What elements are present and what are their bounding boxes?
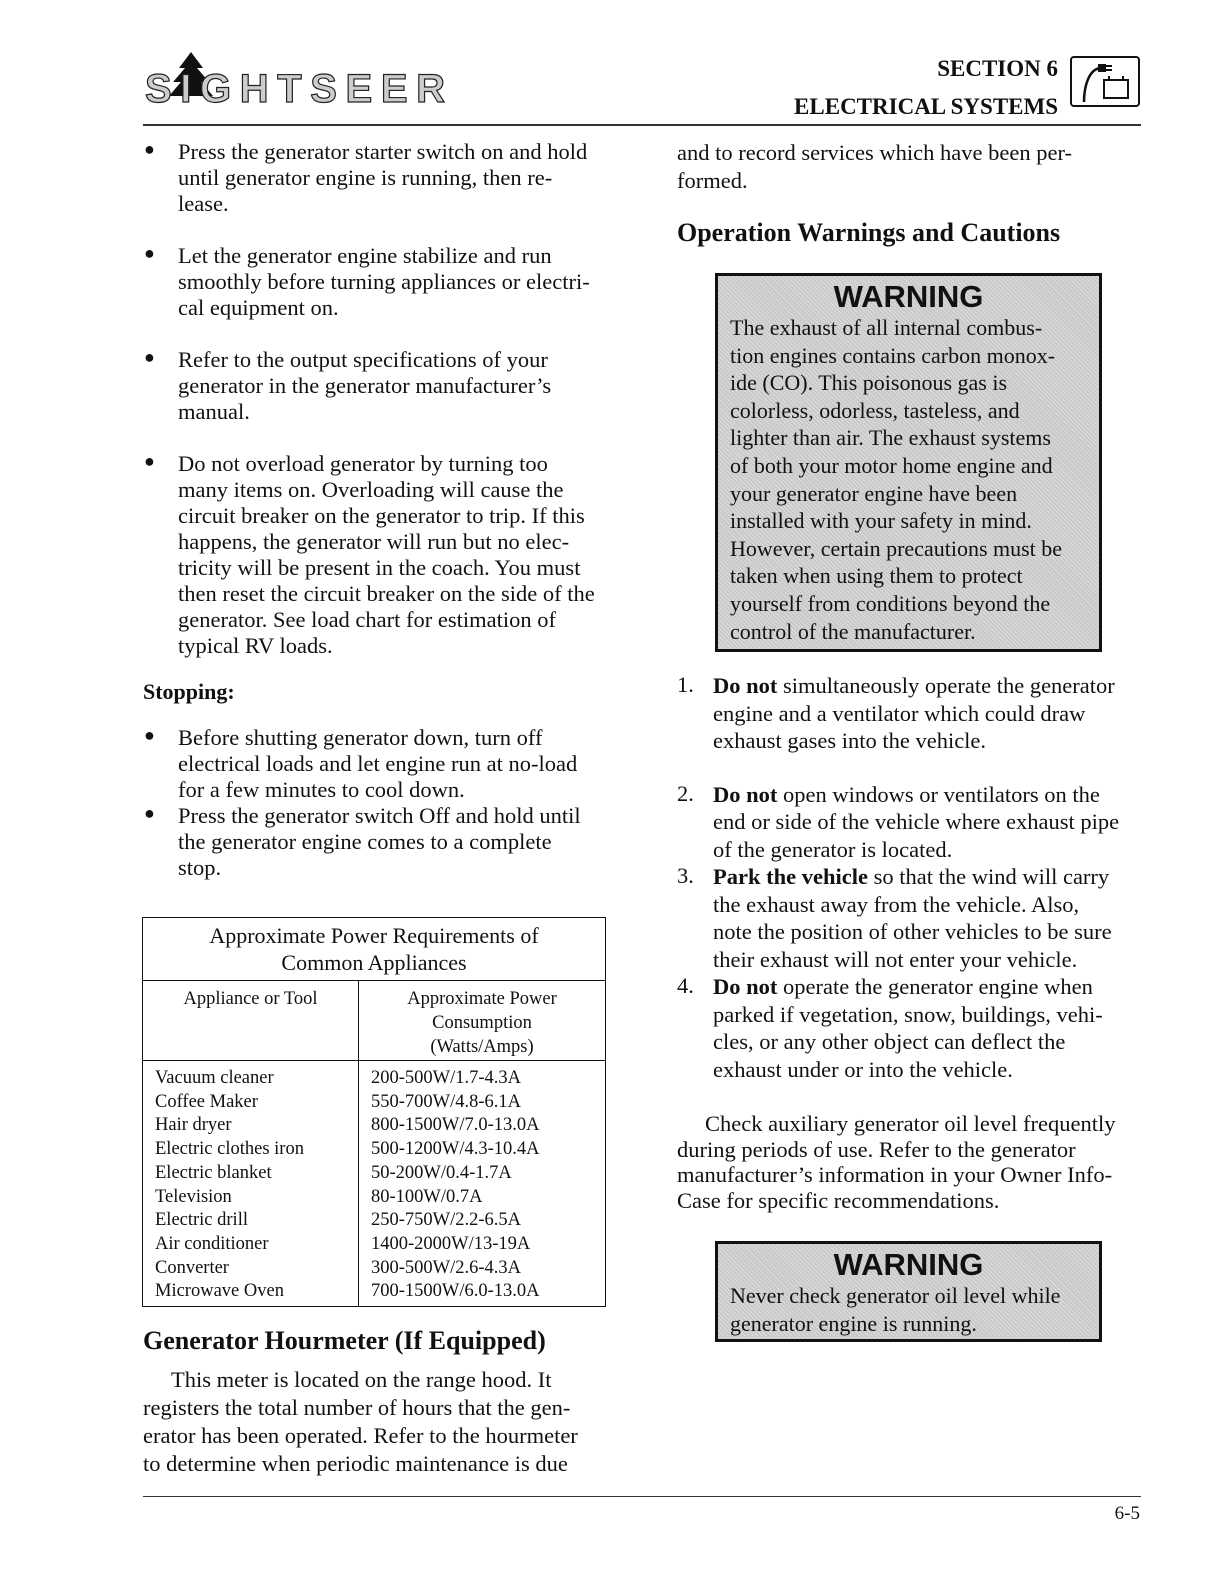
text-line: happens, the generator will run but no elec- [178, 529, 570, 554]
text-line: tion engines contains carbon monox- [730, 342, 1056, 368]
appliance-cell: Television [155, 1186, 232, 1207]
text-span: open windows or ventilators on the [777, 781, 1100, 807]
text-line: engine and a ventilator which could draw [713, 700, 1086, 726]
text-block [144, 347, 595, 425]
text-line [713, 672, 1119, 700]
bold-lead: Do not [713, 781, 778, 807]
check-oil-text [677, 1111, 1115, 1213]
hourmeter-heading: Generator Hourmeter (If Equipped) [143, 1326, 546, 1355]
text-line: erator has been operated. Refer to the hourmeter [143, 1423, 578, 1448]
bold-lead: Do not [713, 974, 778, 999]
power-cell: 700-1500W/6.0-13.0A [371, 1281, 540, 1302]
page-number: 6-5 [1114, 1503, 1140, 1524]
warning-list-item [677, 672, 1119, 755]
warning-list-item [677, 973, 1119, 1083]
footer-rule [143, 1496, 1141, 1497]
text-span: operate the generator engine when [777, 974, 1093, 999]
power-cell: 250-750W/2.2-6.5A [371, 1210, 522, 1231]
text-line: end or side of the vehicle where exhaust pipe [713, 809, 1120, 834]
warning-list-item [677, 863, 1119, 973]
warning-box-co [715, 273, 1102, 652]
stop-bullets [144, 725, 581, 881]
text-line: Before shutting generator down, turn off [178, 725, 543, 750]
text-line: of both your motor home engine and [730, 452, 1053, 478]
text-line: installed with your safety in mind. [730, 508, 1032, 534]
text-line: your generator engine have been [730, 480, 1018, 506]
appliance-cell: Vacuum cleaner [155, 1068, 274, 1088]
power-cell: 550-700W/4.8-6.1A [371, 1091, 522, 1112]
text-line [713, 973, 1119, 1001]
text-line: parked if vegetation, snow, buildings, vehi- [713, 1001, 1103, 1027]
text-block [730, 1282, 1099, 1337]
text-line: Press the generator switch Off and hold until [178, 803, 581, 828]
bullet-icon: ● [144, 803, 155, 823]
power-cell: 200-500W/1.7-4.3A [371, 1068, 522, 1088]
text-line: exhaust under or into the vehicle. [713, 1056, 1013, 1082]
text-line: cal equipment on. [178, 295, 339, 320]
text-line: yourself from conditions beyond the [730, 590, 1051, 616]
text-line: for a few minutes to cool down. [178, 777, 465, 802]
warning-list-item [677, 780, 1120, 864]
text-span: so that the wind will carry [867, 864, 1110, 889]
text-block [143, 1366, 578, 1478]
power-requirements-table [142, 917, 606, 1307]
text-line: taken when using them to protect [730, 563, 1023, 589]
text-line: smoothly before turning appliances or electri- [178, 269, 590, 294]
text-line: Let the generator engine stabilize and run [178, 243, 552, 268]
text-line: to determine when periodic maintenance is due [143, 1451, 568, 1476]
text-line: tricity will be present in the coach. You must [178, 555, 581, 580]
text-line: then reset the circuit breaker on the side of the [178, 581, 595, 606]
warning-title: WARNING [833, 1247, 984, 1282]
warning-box-oil [715, 1241, 1102, 1342]
section-title: ELECTRICAL SYSTEMS [794, 94, 1058, 119]
header-rule [143, 124, 1141, 126]
text-line: Refer to the output specifications of your [178, 347, 548, 372]
text-line: colorless, odorless, tasteless, and [730, 397, 1020, 423]
stopping-heading: Stopping: [143, 679, 235, 704]
text-line: exhaust gases into the vehicle. [713, 728, 987, 753]
text-span: simultaneously operate the generator [777, 673, 1115, 698]
continued-text [677, 139, 1072, 195]
power-cell: 800-1500W/7.0-13.0A [371, 1115, 540, 1136]
text-line: The exhaust of all internal combus- [730, 315, 1043, 340]
text-line: This meter is located on the range hood. It [171, 1367, 552, 1392]
text-line: ide (CO). This poisonous gas is [730, 370, 1008, 396]
text-line: generator in the generator manufacturer’s [178, 373, 552, 398]
text-line: the generator engine comes to a complete [178, 829, 552, 854]
power-cell: 500-1200W/4.3-10.4A [371, 1139, 540, 1160]
power-cell: 50-200W/0.4-1.7A [371, 1162, 512, 1183]
text-line [713, 863, 1119, 891]
numbered-list [677, 672, 1120, 1083]
text-block [144, 725, 581, 803]
text-line: many items on. Overloading will cause the [178, 477, 564, 502]
text-line: typical RV loads. [178, 633, 333, 658]
text-line: formed. [677, 168, 748, 193]
text-line: manual. [178, 399, 250, 424]
column-header-power [359, 981, 606, 1061]
bullet-icon: ● [144, 139, 155, 159]
text-block [144, 243, 595, 321]
table-title [143, 918, 606, 981]
text-line: Check auxiliary generator oil level frequently [705, 1111, 1116, 1136]
text-block [144, 451, 595, 659]
text-line: stop. [178, 855, 222, 880]
appliance-cell: Microwave Oven [155, 1281, 284, 1302]
sightseer-logo [143, 52, 453, 112]
text-line: electrical loads and let engine run at no-load [178, 751, 578, 776]
text-line: control of the manufacturer. [730, 618, 976, 644]
section-number: SECTION 6 [937, 56, 1058, 81]
text-line [713, 781, 1119, 809]
header-line: Approximate Power [407, 989, 557, 1009]
text-block [144, 803, 581, 881]
electrical-plug-battery-icon [1070, 56, 1140, 107]
appliance-cell: Electric clothes iron [155, 1139, 304, 1160]
appliance-cell: Electric blanket [155, 1162, 272, 1183]
text-block [677, 139, 1072, 195]
header-line: (Watts/Amps) [430, 1037, 534, 1057]
bullet-icon: ● [144, 725, 155, 745]
header-line: Consumption [432, 1013, 532, 1033]
appliance-cell: Air conditioner [155, 1233, 269, 1254]
appliance-column [143, 1061, 359, 1307]
bold-lead: Park the vehicle [713, 864, 868, 889]
item-number: 4. [677, 973, 694, 998]
column-header-appliance: Appliance or Tool [143, 981, 359, 1061]
power-cell: 80-100W/0.7A [371, 1186, 483, 1207]
appliance-cell: Electric drill [155, 1210, 248, 1231]
text-line: their exhaust will not enter your vehicle. [713, 946, 1078, 972]
text-line: lease. [178, 191, 229, 216]
table-title-line: Common Appliances [281, 950, 467, 975]
text-line: generator engine is running. [730, 1310, 977, 1336]
text-line: Case for specific recommendations. [677, 1187, 1000, 1213]
operation-warnings-heading: Operation Warnings and Cautions [677, 218, 1061, 247]
text-block [144, 139, 595, 217]
pine-tree-icon [143, 52, 453, 112]
text-line: cles, or any other object can deflect the [713, 1029, 1066, 1054]
bullet-icon: ● [144, 243, 155, 263]
text-block [677, 1111, 1115, 1213]
text-line: until generator engine is running, then re- [178, 165, 553, 190]
text-line: during periods of use. Refer to the generator [677, 1136, 1076, 1162]
appliance-cell: Converter [155, 1257, 229, 1278]
bold-lead: Do not [713, 673, 778, 698]
text-line: and to record services which have been per- [677, 140, 1072, 165]
start-bullets [144, 139, 595, 659]
text-line: circuit breaker on the generator to trip. If this [178, 503, 585, 528]
text-line: However, certain precautions must be [730, 535, 1063, 561]
item-number: 3. [677, 863, 694, 888]
text-line: of the generator is located. [713, 836, 953, 862]
warning-title: WARNING [833, 279, 984, 314]
appliance-cell: Coffee Maker [155, 1091, 258, 1112]
appliance-cell: Hair dryer [155, 1115, 232, 1136]
text-line: manufacturer’s information in your Owner Info- [677, 1162, 1113, 1187]
item-number: 2. [677, 780, 694, 806]
bullet-icon: ● [144, 451, 155, 471]
hourmeter-text [143, 1366, 578, 1478]
power-cell: 1400-2000W/13-19A [371, 1233, 531, 1254]
text-line: the exhaust away from the vehicle. Also, [713, 891, 1080, 917]
text-line: note the position of other vehicles to be sure [713, 919, 1112, 944]
power-cell: 300-500W/2.6-4.3A [371, 1257, 522, 1278]
bullet-icon: ● [144, 347, 155, 367]
text-line: registers the total number of hours that the gen- [143, 1395, 571, 1420]
text-line: lighter than air. The exhaust systems [730, 425, 1051, 451]
svg-text:SIGHTSEER: SIGHTSEER [145, 67, 445, 111]
text-line: Do not overload generator by turning too [178, 451, 548, 476]
text-line: Press the generator starter switch on and hold [178, 139, 588, 164]
text-line: Never check generator oil level while [730, 1283, 1061, 1308]
item-number: 1. [677, 672, 694, 697]
power-column [359, 1061, 606, 1307]
text-block [730, 314, 1099, 645]
text-line: generator. See load chart for estimation of [178, 607, 556, 632]
table-title-line: Approximate Power Requirements of [209, 923, 539, 948]
